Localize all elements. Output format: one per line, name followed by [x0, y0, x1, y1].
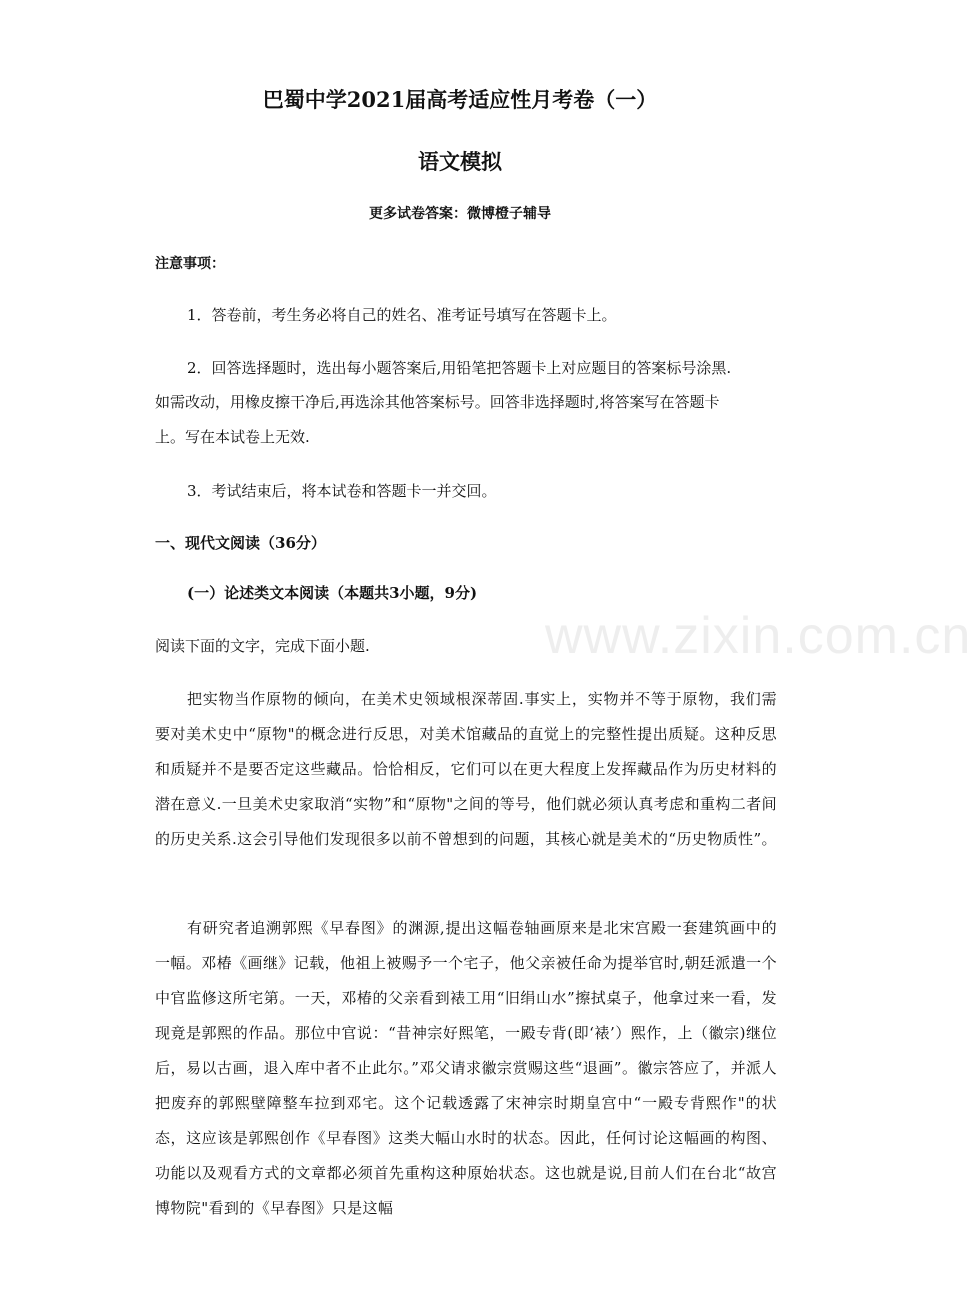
notice-item-3: 3．考试结束后，将本试卷和答题卡一并交回。 [187, 482, 497, 500]
exam-title: 巴蜀中学2021届高考适应性月考卷（一） [262, 87, 658, 112]
notice-item-2-line-1: 2．回答选择题时，选出每小题答案后,用铅笔把答题卡上对应题目的答案标号涂黑. [187, 359, 732, 377]
passage-paragraph-1: 把实物当作原物的倾向，在美术史领域根深蒂固.事实上，实物并不等于原物，我们需要对美术史中“原物"的概念进行反思，对美术馆藏品的直觉上的完整性提出质疑。这种反思和质疑并不是要否定这些藏品。恰恰相反，它们可以在更大程度上发挥藏品作为历史材料的潜在意义.一旦美术史家取消“实物”和“原物"之间的等号，他们就必须认真考虑和重构二者间的历史关系.这会引导他们发现很多以前不曾想到的问题，其核心就是美术的“历史物质性”。 [155, 690, 777, 848]
passage-paragraph-2: 有研究者追溯郭熙《早春图》的渊源,提出这幅卷轴画原来是北宋宫殿一套建筑画中的一幅。邓椿《画继》记载，他祖上被赐予一个宅子，他父亲被任命为提举官时,朝廷派遣一个中官监修这所宅第。一天，邓椿的父亲看到裱工用“旧绢山水”擦拭桌子，他拿过来一看，发现竟是郭熙的作品。那位中官说：“昔神宗好熙笔，一殿专背(即‘裱’）熙作，上（徽宗)继位后，易以古画，退入库中者不止此尔。”邓父请求徽宗赏赐这些“退画”。徽宗答应了，并派人把废弃的郭熙壁障整车拉到邓宅。这个记载透露了宋神宗时期皇宫中“一殿专背熙作"的状态，这应该是郭熙创作《早春图》这类大幅山水时的状态。因此，任何讨论这幅画的构图、功能以及观看方式的文章都必须首先重构这种原始状态。这也就是说,目前人们在台北“故宫博物院"看到的《早春图》只是这幅 [155, 919, 777, 1217]
notice-item-2-line-3: 上。写在本试卷上无效. [155, 428, 310, 446]
subsection-heading: (一）论述类文本阅读（本题共3小题，9分) [187, 584, 478, 602]
notice-item-1: 1．答卷前，考生务必将自己的姓名、准考证号填写在答题卡上。 [187, 306, 617, 324]
notice-item-2-line-2: 如需改动，用橡皮擦干净后,再选涂其他答案标号。回答非选择题时,将答案写在答题卡 [155, 393, 720, 411]
section-heading: 一、现代文阅读（36分） [155, 534, 326, 552]
reading-instruction: 阅读下面的文字，完成下面小题. [155, 637, 370, 655]
watermark: www.zixin.com.cn [545, 607, 971, 665]
notice-heading: 注意事项： [155, 256, 225, 272]
promo-line: 更多试卷答案：微博橙子辅导 [369, 206, 551, 222]
exam-subtitle: 语文模拟 [418, 149, 502, 174]
